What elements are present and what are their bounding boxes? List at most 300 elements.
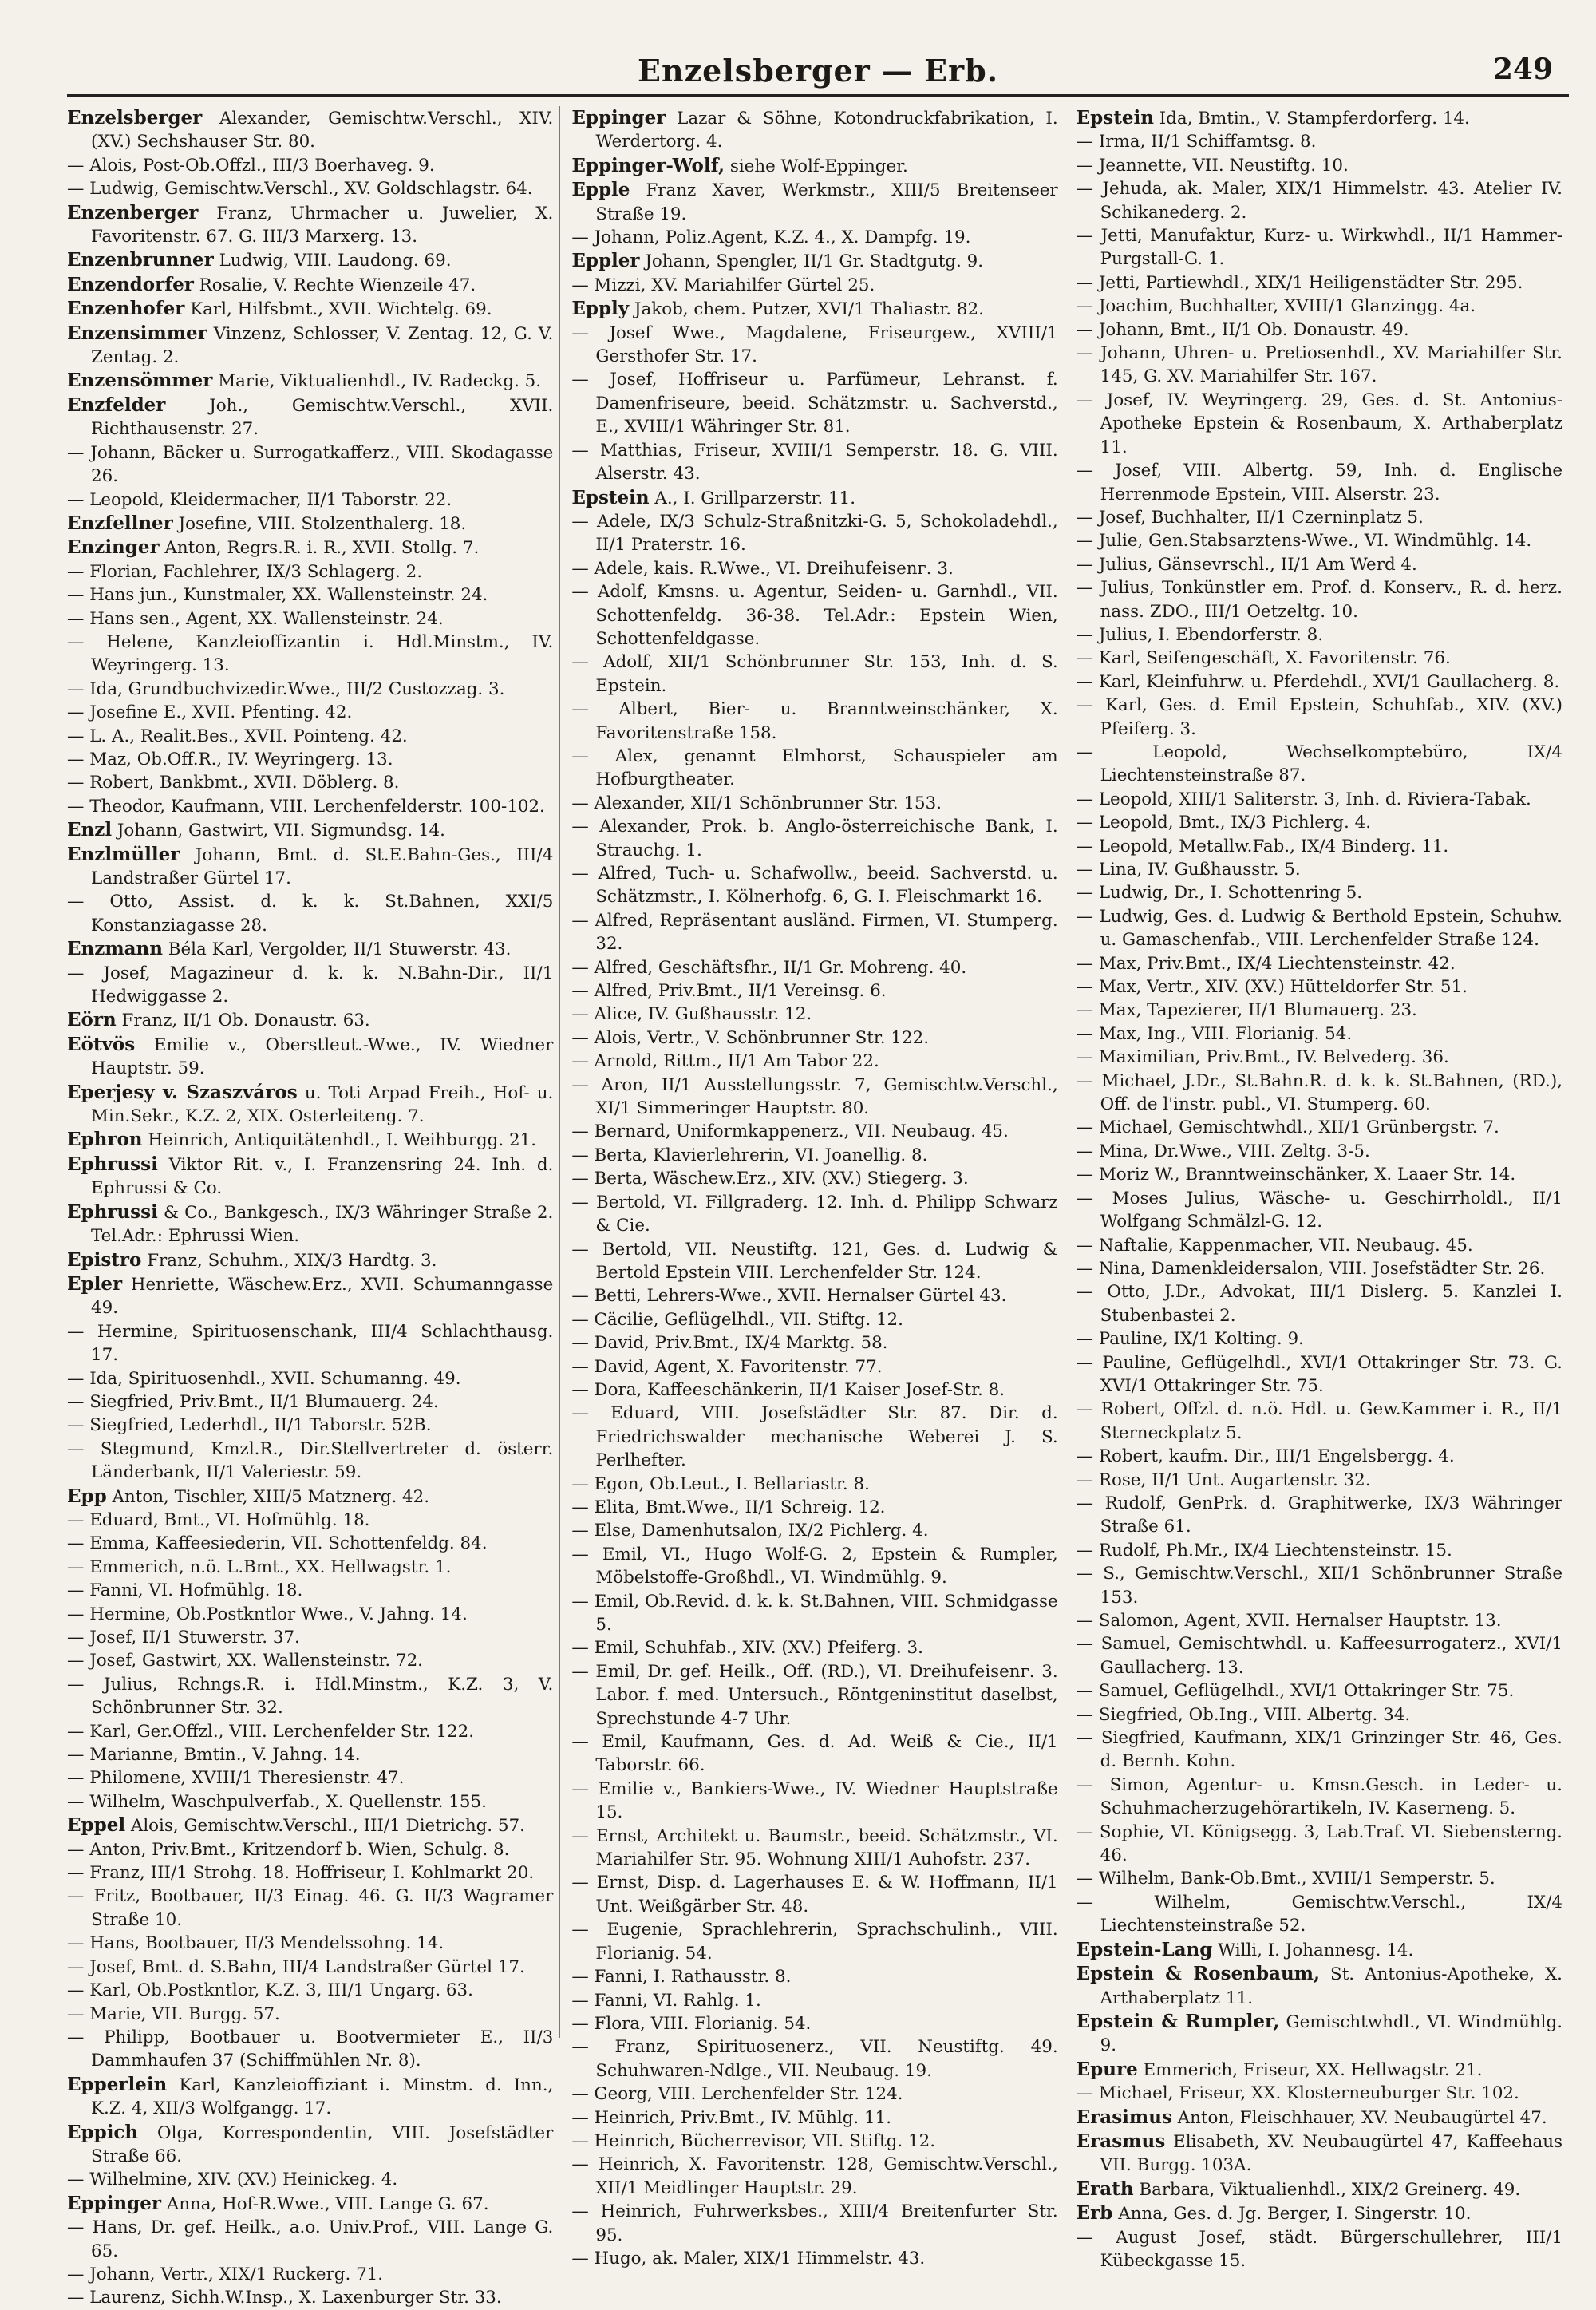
columns <box>67 106 1569 2308</box>
entry-details: — David, Agent, X. Favoritenstr. 77. <box>571 1356 883 1377</box>
entry-surname: Enzfelder <box>67 394 166 416</box>
directory-entry <box>571 439 1057 486</box>
entry-details: Henriette, Wäschew.Erz., XVII. Schumanngasse 49. <box>91 1274 554 1319</box>
directory-entry <box>1077 553 1562 576</box>
entry-details: — Maximilian, Priv.Bmt., IV. Belvederg. 36. <box>1076 1047 1449 1068</box>
entry-details: — Matthias, Friseur, XVIII/1 Semperstr. 18. G. VIII. Alserstr. 43. <box>571 440 1058 485</box>
directory-entry <box>67 273 553 297</box>
entry-surname: Epp <box>67 1485 107 1507</box>
directory-entry <box>1077 1140 1562 1163</box>
page-number: 249 <box>1492 53 1553 86</box>
entry-surname: Eppinger-Wolf, <box>571 154 725 176</box>
directory-entry <box>67 631 553 678</box>
entry-details: — Betti, Lehrers-Wwe., XVII. Hernalser Gürtel 43. <box>571 1286 1007 1307</box>
directory-entry <box>67 1367 553 1390</box>
entry-details: Anton, Tischler, XIII/5 Matznerg. 42. <box>106 1486 430 1507</box>
directory-entry <box>571 1402 1057 1472</box>
entry-details: Ludwig, VIII. Laudong. 69. <box>213 251 452 271</box>
directory-entry <box>571 2035 1057 2083</box>
directory-entry <box>1077 1257 1562 1280</box>
entry-details: — Adolf, Kmsns. u. Agentur, Seiden- u. Garnhdl., VII. Schottenfeldg. 36-38. Tel.Adr.: Epstein Wien, Schottenfeldgasse. <box>571 582 1058 649</box>
directory-entry <box>67 2168 553 2191</box>
entry-details: — Leopold, Bmt., IX/3 Pichlerg. 4. <box>1076 813 1371 833</box>
directory-entry <box>67 1649 553 1672</box>
entry-details: Lazar & Söhne, Kotondruckfabrikation, I. Werdertorg. 4. <box>595 109 1058 152</box>
directory-entry <box>1077 2082 1562 2105</box>
directory-entry <box>571 486 1057 510</box>
directory-entry <box>571 1590 1057 1637</box>
directory-entry <box>67 1603 553 1626</box>
directory-entry <box>1077 1398 1562 1445</box>
entry-details: — Stegmund, Kmzl.R., Dir.Stellvertreter d. österr. Länderbank, II/1 Valeriestr. 59. <box>67 1438 554 1483</box>
entry-details: — Hermine, Ob.Postkntlor Wwe., V. Jahng. 14. <box>67 1604 468 1624</box>
directory-entry <box>571 1331 1057 1355</box>
directory-entry <box>67 1626 553 1649</box>
directory-entry <box>67 2216 553 2263</box>
directory-entry <box>1077 1679 1562 1703</box>
entry-surname: Erath <box>1076 2177 1134 2200</box>
entry-details: Olga, Korrespondentin, VIII. Josefstädter Straße 66. <box>91 2122 554 2166</box>
directory-entry <box>67 2192 553 2216</box>
directory-entry <box>571 106 1057 154</box>
entry-details: Alexander, Gemischtw.Verschl., XIV. (XV.) Sechshauser Str. 80. <box>91 109 554 152</box>
directory-entry <box>1077 999 1562 1022</box>
entry-details: — Michael, J.Dr., St.Bahn.R. d. k. k. St.Bahnen, (RD.), Off. de l'instr. publ., VI. Stumperg. 60. <box>1076 1070 1562 1115</box>
directory-entry <box>571 1989 1057 2012</box>
entry-details: — Cäcilie, Geflügelhdl., VII. Stiftg. 12. <box>571 1309 903 1330</box>
entry-details: — Ida, Grundbuchvizedir.Wwe., III/2 Custozzag. 3. <box>67 678 505 699</box>
entry-details: — Alois, Post-Ob.Offzl., III/3 Boerhaveg. 9. <box>67 155 435 176</box>
directory-entry <box>67 1579 553 1602</box>
directory-entry <box>1077 1022 1562 1046</box>
entry-details: — Rose, II/1 Unt. Augartenstr. 32. <box>1076 1469 1371 1490</box>
entry-details: — Marie, VII. Burgg. 57. <box>67 2003 280 2024</box>
directory-entry <box>571 2083 1057 2106</box>
entry-details: Marie, Viktualienhdl., IV. Radeckg. 5. <box>212 371 542 392</box>
entry-surname: Enzenberger <box>67 201 199 223</box>
entry-details: — Franz, Spirituosenerz., VII. Neustiftg. 49. Schuhwaren-Ndlge., VII. Neubaug. 19. <box>571 2037 1058 2081</box>
entry-details: — Adele, IX/3 Schulz-Straßnitzki-G. 5, Schokoladehdl., II/1 Praterstr. 16. <box>571 511 1058 556</box>
entry-details: — Arnold, Rittm., II/1 Am Tabor 22. <box>571 1051 879 1072</box>
entry-details: — Michael, Friseur, XX. Klosterneuburger Str. 102. <box>1076 2083 1519 2104</box>
entry-details: — Hans sen., Agent, XX. Wallensteinstr. 24. <box>67 608 444 629</box>
entry-details: Anton, Fleischhauer, XV. Neubaugürtel 47. <box>1171 2107 1547 2128</box>
directory-entry <box>571 979 1057 1003</box>
entry-details: — Karl, Seifengeschäft, X. Favoritenstr. 76. <box>1076 648 1451 669</box>
entry-details: — Hermine, Spirituosenschank, III/4 Schlachthausg. 17. <box>67 1321 554 1366</box>
entry-details: — Simon, Agentur- u. Kmsn.Gesch. in Leder- u. Schuhmacherzugehörartikeln, IV. Kaserneng. 5. <box>1076 1774 1562 1819</box>
directory-entry <box>67 607 553 631</box>
directory-entry <box>1077 788 1562 811</box>
directory-entry <box>67 1979 553 2002</box>
directory-entry <box>1077 952 1562 975</box>
entry-surname: Eppinger <box>67 2192 161 2214</box>
entry-details: — Florian, Fachlehrer, IX/3 Schlagerg. 2. <box>67 561 423 582</box>
entry-details: — Eugenie, Sprachlehrerin, Sprachschulinh., VIII. Florianig. 54. <box>571 1920 1058 1964</box>
entry-details: & Co., Bankgesch., IX/3 Währinger Straße 2. Tel.Adr.: Ephrussi Wien. <box>91 1202 554 1247</box>
directory-entry <box>67 106 553 154</box>
entry-details: — Philipp, Bootbauer u. Bootvermieter E., II/3 Dammhaufen 37 (Schiffmühlen Nr. 8). <box>67 2027 554 2071</box>
directory-entry <box>1077 459 1562 506</box>
directory-entry <box>1077 835 1562 858</box>
entry-details: — Marianne, Bmtin., V. Jahng. 14. <box>67 1745 361 1766</box>
directory-entry <box>67 154 553 177</box>
directory-entry <box>571 1473 1057 1496</box>
entry-details: — Rudolf, Ph.Mr., IX/4 Liechtensteinstr. 15. <box>1076 1540 1452 1560</box>
entry-details: — Philomene, XVIII/1 Theresienstr. 47. <box>67 1768 405 1789</box>
entry-surname: Epistro <box>67 1248 142 1271</box>
entry-details: — Josef, Bmt. d. S.Bahn, III/4 Landstraßer Gürtel 17. <box>67 1956 525 1977</box>
directory-entry <box>67 583 553 607</box>
directory-entry <box>1077 1492 1562 1539</box>
directory-entry <box>1077 1867 1562 1890</box>
entry-surname: Eppinger <box>571 107 666 129</box>
entry-details: — S., Gemischtw.Verschl., XII/1 Schönbrunner Straße 153. <box>1076 1564 1562 1608</box>
directory-entry <box>1077 295 1562 318</box>
directory-entry <box>571 1120 1057 1143</box>
directory-entry <box>67 1200 553 1248</box>
entry-details: — Else, Damenhutsalon, IX/2 Pichlerg. 4. <box>571 1521 929 1541</box>
directory-entry <box>571 1918 1057 1965</box>
entry-details: St. Antonius-Apotheke, X. Arthaberplatz 11. <box>1100 1964 1562 2008</box>
entry-surname: Erasmus <box>1076 2130 1166 2152</box>
directory-entry <box>67 2003 553 2026</box>
entry-details: — Josefine E., XVII. Pfenting. 42. <box>67 702 353 723</box>
entry-details: Anna, Hof-R.Wwe., VIII. Lange G. 67. <box>161 2193 489 2214</box>
entry-details: — Flora, VIII. Florianig. 54. <box>571 2013 812 2034</box>
directory-entry <box>571 1191 1057 1238</box>
directory-entry <box>571 1238 1057 1285</box>
directory-entry <box>1077 529 1562 552</box>
entry-details: — Siegfried, Ob.Ing., VIII. Albertg. 34. <box>1076 1704 1411 1725</box>
entry-surname: Epure <box>1076 2058 1138 2080</box>
entry-details: — Joachim, Buchhalter, XVIII/1 Glanzingg. 4a. <box>1076 296 1476 317</box>
directory-entry <box>1077 271 1562 295</box>
entry-details: — Johann, Bäcker u. Surrogatkafferz., VIII. Skodagasse 26. <box>67 442 554 487</box>
entry-surname: Ephron <box>67 1129 143 1151</box>
entry-details: — Josef, Gastwirt, XX. Wallensteinstr. 72. <box>67 1651 423 1671</box>
directory-entry <box>571 1144 1057 1167</box>
entry-details: — Eduard, Bmt., VI. Hofmühlg. 18. <box>67 1509 370 1530</box>
directory-entry <box>571 862 1057 909</box>
entry-details: — Jetti, Manufaktur, Kurz- u. Wirkwhdl., II/1 Hammer-Purgstall-G. 1. <box>1076 226 1562 270</box>
entry-details: — Helene, Kanzleioffizantin i. Hdl.Minstm., IV. Weyringerg. 13. <box>67 631 554 676</box>
entry-details: — Ludwig, Ges. d. Ludwig & Berthold Epstein, Schuhw. u. Gamaschenfab., VIII. Lerchenfelder Straße 124. <box>1076 906 1562 951</box>
directory-entry <box>1077 576 1562 623</box>
directory-entry <box>571 745 1057 792</box>
directory-entry <box>67 1556 553 1579</box>
entry-details: — Berta, Wäschew.Erz., XIV. (XV.) Stiegerg. 3. <box>571 1169 969 1189</box>
directory-entry <box>1077 647 1562 670</box>
entry-details: — Georg, VIII. Lerchenfelder Str. 124. <box>571 2084 903 2105</box>
entry-details: — Laurenz, Sichh.W.Insp., X. Laxenburger Str. 33. <box>67 2288 502 2308</box>
entry-details: Emilie v., Oberstleut.-Wwe., IV. Wiedner Hauptstr. 59. <box>91 1034 554 1079</box>
entry-surname: Epler <box>67 1272 123 1295</box>
directory-entry <box>571 1543 1057 1590</box>
entry-details: — Ernst, Disp. d. Lagerhauses E. & W. Hoffmann, II/1 Unt. Weißgärber Str. 48. <box>571 1873 1058 1916</box>
entry-details: A., I. Grillparzerstr. 11. <box>649 488 856 508</box>
entry-details: — Emil, Dr. gef. Heilk., Off. (RD.), VI. Dreihufeisenг. 3. Labor. f. med. Untersuch., Röntgeninstitut daselbst, Sprechstunde 4-7 Uhr. <box>571 1661 1058 1729</box>
entry-details: — Alfred, Geschäftsfhr., II/1 Gr. Mohreng. 40. <box>571 957 967 978</box>
entry-details: — Emil, Kaufmann, Ges. d. Ad. Weiß & Cie., II/1 Taborstr. 66. <box>571 1732 1058 1776</box>
entry-surname: Epstein <box>1076 107 1154 129</box>
directory-entry <box>67 1814 553 1837</box>
entry-surname: Erasimus <box>1076 2106 1172 2128</box>
entry-details: — Julius, I. Ebendorferstr. 8. <box>1076 624 1324 645</box>
entry-details: — Leopold, XIII/1 Saliterstr. 3, Inh. d. Riviera-Tabak. <box>1076 789 1531 809</box>
directory-entry <box>571 1636 1057 1659</box>
entry-details: Franz, Uhrmacher u. Juwelier, X. Favoritenstr. 67. G. III/3 Marxerg. 13. <box>91 203 554 247</box>
directory-entry <box>67 725 553 748</box>
directory-entry <box>67 441 553 489</box>
directory-entry <box>67 1008 553 1032</box>
entry-surname: Eötvös <box>67 1033 136 1055</box>
entry-details: — Leopold, Wechselkomptebüro, IX/4 Liechtensteinstraße 87. <box>1076 742 1562 786</box>
directory-entry <box>1077 2201 1562 2225</box>
entry-surname: Enzenhofer <box>67 298 185 320</box>
directory-entry <box>1077 1774 1562 1821</box>
directory-entry <box>67 1153 553 1200</box>
entry-surname: Erb <box>1076 2202 1113 2225</box>
entry-details: — Dora, Kaffeeschänkerin, II/1 Kaiser Josef-Str. 8. <box>571 1379 1005 1400</box>
entry-details: — Wilhelm, Gemischtw.Verschl., IX/4 Liechtensteinstraße 52. <box>1076 1892 1562 1936</box>
directory-entry <box>571 651 1057 698</box>
directory-entry <box>1077 2106 1562 2130</box>
directory-entry <box>1077 506 1562 529</box>
entry-details: — Max, Vertr., XIV. (XV.) Hütteldorfer Str. 51. <box>1076 977 1468 998</box>
entry-details: — Josef, Magazineur d. k. k. N.Bahn-Dir., II/1 Hedwiggasse 2. <box>67 963 554 1007</box>
entry-details: — Ernst, Architekt u. Baumstr., beeid. Schätzmstr., VI. Mariahilfer Str. 95. Wohnung XIII/1 Auhofstr. 237. <box>571 1825 1058 1870</box>
entry-details: siehe Wolf-Eppinger. <box>725 156 908 176</box>
entry-details: Johann, Gastwirt, VII. Sigmundsg. 14. <box>112 821 445 841</box>
entry-details: — Leopold, Metallw.Fab., IX/4 Binderg. 11. <box>1076 836 1449 856</box>
directory-entry <box>1077 1234 1562 1257</box>
entry-surname: Enzensömmer <box>67 370 213 392</box>
entry-details: — Bertold, VII. Neustiftg. 121, Ges. d. Ludwig & Bertold Epstein VIII. Lerchenfelder Str. 124. <box>571 1239 1058 1283</box>
entry-details: — Michael, Gemischtwhdl., XII/1 Grünbergstr. 7. <box>1076 1117 1499 1138</box>
directory-entry <box>1077 2226 1562 2273</box>
directory-entry <box>571 815 1057 862</box>
entry-details: Alois, Gemischtw.Verschl., III/1 Dietrichg. 57. <box>125 1816 525 1837</box>
directory-entry <box>1077 1562 1562 1609</box>
entry-details: — Samuel, Geflügelhdl., XVI/1 Ottakringer Str. 75. <box>1076 1681 1515 1702</box>
directory-entry <box>67 1743 553 1766</box>
entry-details: — Samuel, Gemischtwhdl. u. Kaffeesurrogaterz., XVI/1 Gaullacherg. 13. <box>1076 1634 1562 1678</box>
entry-details: — Josef, Buchhalter, II/1 Czerninplatz 5. <box>1076 507 1424 528</box>
entry-details: — Jetti, Partiewhdl., XIX/1 Heiligenstädter Str. 295. <box>1076 272 1523 293</box>
directory-entry <box>1077 1609 1562 1632</box>
directory-entry <box>67 795 553 818</box>
entry-details: — Siegfried, Kaufmann, XIX/1 Grinzinger Str. 46, Ges. d. Bernh. Kohn. <box>1076 1728 1562 1772</box>
entry-details: Franz, II/1 Ob. Donaustr. 63. <box>116 1011 370 1031</box>
entry-details: — Emil, Ob.Revid. d. k. k. St.Bahnen, VIII. Schmidgasse 5. <box>571 1591 1058 1635</box>
directory-entry <box>67 177 553 200</box>
directory-entry <box>571 226 1057 249</box>
entry-details: — Otto, Assist. d. k. k. St.Bahnen, XXI/5 Konstanziagasse 28. <box>67 892 554 935</box>
entry-surname: Enzenbrunner <box>67 249 214 271</box>
directory-entry <box>67 1438 553 1485</box>
directory-entry <box>1077 1327 1562 1351</box>
entry-details: — Moses Julius, Wäsche- u. Geschirrholdl., II/1 Wolfgang Schmälzl-G. 12. <box>1076 1188 1562 1232</box>
directory-entry <box>1077 1469 1562 1492</box>
entry-details: — Robert, Offzl. d. n.ö. Hdl. u. Gew.Kammer i. R., II/1 Sterneckplatz 5. <box>1076 1399 1562 1443</box>
directory-entry <box>1077 342 1562 389</box>
entry-details: — Alfred, Tuch- u. Schafwollw., beeid. Sachverstd. u. Schätzmstr., I. Kölnerhofg. 6, G. I. Fleischmarkt 16. <box>571 864 1058 908</box>
entry-surname: Ephrussi <box>67 1153 158 1175</box>
directory-entry <box>67 1861 553 1885</box>
directory-entry <box>1077 177 1562 224</box>
directory-entry <box>571 956 1057 979</box>
entry-details: — Julius, Tonkünstler em. Prof. d. Konserv., R. d. herz. nass. ZDO., III/1 Oetzeltg. 10. <box>1076 578 1562 622</box>
entry-details: Joh., Gemischtw.Verschl., XVII. Richthausenstr. 27. <box>91 395 554 440</box>
directory-entry <box>1077 741 1562 788</box>
entry-details: — Maz, Ob.Off.R., IV. Weyringerg. 13. <box>67 749 393 769</box>
directory-entry <box>67 394 553 441</box>
directory-entry <box>571 2153 1057 2200</box>
directory-entry <box>571 2106 1057 2130</box>
entry-details: — Alice, IV. Gußhausstr. 12. <box>571 1004 812 1025</box>
entry-details: Anton, Regrs.R. i. R., XVII. Stollg. 7. <box>159 538 480 559</box>
entry-details: — Jehuda, ak. Maler, XIX/1 Himmelstr. 43. Atelier IV. Schikanederg. 2. <box>1076 179 1562 223</box>
directory-entry <box>1077 1351 1562 1398</box>
entry-details: — Franz, III/1 Strohg. 18. Hoffriseur, I. Kohlmarkt 20. <box>67 1863 535 1884</box>
entry-details: — Wilhelm, Waschpulverfab., X. Quellenstr. 155. <box>67 1791 487 1812</box>
entry-details: — Emil, Schuhfab., XIV. (XV.) Pfeiferg. 3. <box>571 1638 923 1659</box>
entry-details: — Max, Ing., VIII. Florianig. 54. <box>1076 1023 1353 1044</box>
entry-details: — Julie, Gen.Stabsarztens-Wwe., VI. Windmühlg. 14. <box>1076 531 1532 552</box>
entry-details: — Bertold, VI. Fillgraderg. 12. Inh. d. Philipp Schwarz & Cie. <box>571 1192 1058 1236</box>
entry-details: — Julius, Gänsevrschl., II/1 Am Werd 4. <box>1076 554 1417 575</box>
entry-details: — Ludwig, Dr., I. Schottenring 5. <box>1076 883 1363 904</box>
entry-surname: Epstein & Rumpler, <box>1076 2010 1280 2032</box>
directory-entry <box>67 2073 553 2121</box>
directory-entry <box>571 1355 1057 1378</box>
entry-surname: Enzensimmer <box>67 322 207 344</box>
directory-entry <box>571 1519 1057 1542</box>
directory-entry <box>67 1790 553 1814</box>
directory-entry <box>1077 670 1562 694</box>
entry-surname: Eperjesy v. Szaszváros <box>67 1081 298 1103</box>
directory-entry <box>1077 1539 1562 1562</box>
entry-details: — Josef, IV. Weyringerg. 29, Ges. d. St. Antonius-Apotheke Epstein & Rosenbaum, X. Arthaberplatz 11. <box>1076 390 1562 457</box>
entry-details: — Karl, Ger.Offzl., VIII. Lerchenfelder Str. 122. <box>67 1721 475 1742</box>
entry-surname: Eppler <box>571 250 640 272</box>
entry-details: — Pauline, IX/1 Kolting. 9. <box>1076 1329 1304 1350</box>
directory-entry <box>67 536 553 560</box>
directory-entry <box>571 792 1057 815</box>
entry-details: — Josef, VIII. Albertg. 59, Inh. d. Englische Herrenmode Epstein, VIII. Alserstr. 23. <box>1076 461 1562 504</box>
entry-details: — August Josef, städt. Bürgerschullehrer, III/1 Kübeckgasse 15. <box>1076 2227 1562 2271</box>
entry-details: — Heinrich, Priv.Bmt., IV. Mühlg. 11. <box>571 2107 892 2128</box>
directory-entry <box>1077 1727 1562 1774</box>
entry-details: — Ida, Spirituosenhdl., XVII. Schumanng. 49. <box>67 1368 461 1389</box>
entry-details: — Johann, Bmt., II/1 Ob. Donaustr. 49. <box>1076 319 1409 340</box>
entry-details: — L. A., Realit.Bes., XVII. Pointeng. 42. <box>67 726 408 746</box>
directory-entry <box>1077 106 1562 130</box>
entry-details: Ida, Bmtin., V. Stampferdorferg. 14. <box>1153 109 1470 129</box>
entry-details: — Sophie, VI. Königsegg. 3, Lab.Traf. VI. Siebensterng. 46. <box>1076 1821 1562 1866</box>
entry-details: — Hans, Dr. gef. Heilk., a.o. Univ.Prof., VIII. Lange G. 65. <box>67 2217 554 2261</box>
entry-surname: Enzfellner <box>67 512 173 534</box>
directory-entry <box>1077 623 1562 647</box>
directory-entry <box>1077 694 1562 741</box>
directory-entry <box>1077 1445 1562 1468</box>
directory-entry <box>571 274 1057 297</box>
directory-entry <box>67 1390 553 1414</box>
directory-entry <box>1077 1938 1562 1962</box>
entry-details: — Irma, II/1 Schiffamtsg. 8. <box>1076 132 1317 152</box>
entry-details: — Fanni, VI. Hofmühlg. 18. <box>67 1580 303 1601</box>
entry-details: Jakob, chem. Putzer, XVI/1 Thaliastr. 82. <box>629 299 984 320</box>
entry-details: — Alfred, Repräsentant ausländ. Firmen, VI. Stumperg. 32. <box>571 910 1058 955</box>
directory-entry <box>67 297 553 321</box>
entry-details: — Leopold, Kleidermacher, II/1 Taborstr. 22. <box>67 489 452 510</box>
directory-entry <box>67 1414 553 1437</box>
entry-details: Viktor Rit. v., I. Franzensring 24. Inh. d. Ephrussi & Co. <box>91 1154 554 1199</box>
directory-entry <box>571 2247 1057 2270</box>
directory-entry <box>571 580 1057 651</box>
entry-surname: Enzmann <box>67 938 163 960</box>
entry-details: — Alexander, XII/1 Schönbrunner Str. 153. <box>571 793 942 813</box>
entry-details: — Emma, Kaffeesiederin, VII. Schottenfeldg. 84. <box>67 1533 488 1554</box>
directory-entry <box>67 1885 553 1932</box>
entry-details: — Karl, Kleinfuhrw. u. Pferdehdl., XVI/1 Gaullacherg. 8. <box>1076 671 1560 692</box>
directory-entry <box>1077 1632 1562 1679</box>
directory-entry <box>571 1167 1057 1190</box>
directory-entry <box>67 2026 553 2073</box>
entry-details: — Julius, Rchngs.R. i. Hdl.Minstm., K.Z. 3, V. Schönbrunner Str. 32. <box>67 1674 554 1719</box>
directory-entry <box>67 369 553 393</box>
directory-entry <box>1077 1116 1562 1139</box>
entry-details: — Moriz W., Branntweinschänker, X. Laaer Str. 14. <box>1076 1165 1516 1185</box>
directory-entry <box>67 1932 553 1955</box>
entry-details: Vinzenz, Schlosser, V. Zentag. 12, G. V. Zentag. 2. <box>91 323 554 368</box>
entry-details: — Salomon, Agent, XVII. Hernalser Hauptstr. 13. <box>1076 1611 1502 1631</box>
entry-details: — Alexander, Prok. b. Anglo-österreichische Bank, I. Strauchg. 1. <box>571 817 1058 860</box>
entry-details: Anna, Ges. d. Jg. Berger, I. Singerstr. 10. <box>1112 2204 1472 2225</box>
directory-entry <box>67 2121 553 2169</box>
directory-entry <box>571 1284 1057 1307</box>
entry-details: — Elita, Bmt.Wwe., II/1 Schreig. 12. <box>571 1497 886 1517</box>
directory-entry <box>571 510 1057 557</box>
entry-details: — Johann, Uhren- u. Pretiosenhdl., XV. Mariahilfer Str. 145, G. XV. Mariahilfer Str. 167. <box>1076 343 1562 387</box>
entry-details: — Mizzi, XV. Mariahilfer Gürtel 25. <box>571 275 875 295</box>
entry-details: — Siegfried, Priv.Bmt., II/1 Blumauerg. 24. <box>67 1391 439 1412</box>
directory-entry <box>571 297 1057 321</box>
entry-details: Josefine, VIII. Stolzenthalerg. 18. <box>172 513 467 534</box>
entry-details: — Nina, Damenkleidersalon, VIII. Josefstädter Str. 26. <box>1076 1258 1546 1279</box>
directory-entry <box>67 512 553 536</box>
directory-entry <box>571 557 1057 580</box>
directory-entry <box>67 1766 553 1790</box>
entry-details: — Siegfried, Lederhdl., II/1 Taborstr. 52B. <box>67 1415 432 1436</box>
entry-details: Barbara, Viktualienhdl., XIX/2 Greinerg. 49. <box>1133 2179 1521 2200</box>
entry-details: Johann, Spengler, II/1 Gr. Stadtgutg. 9. <box>639 251 984 272</box>
entry-details: — Berta, Klavierlehrerin, VI. Joanellig. 8. <box>571 1145 928 1165</box>
entry-details: — Alex, genannt Elmhorst, Schauspieler am Hofburgtheater. <box>571 746 1058 790</box>
directory-entry <box>67 1673 553 1720</box>
directory-entry <box>67 962 553 1009</box>
directory-entry <box>67 937 553 961</box>
entry-details: — Lina, IV. Gußhausstr. 5. <box>1076 860 1301 880</box>
directory-entry <box>67 701 553 724</box>
directory-entry <box>571 1003 1057 1026</box>
entry-details: — Emil, VI., Hugo Wolf-G. 2, Epstein & Rumpler, Möbelstoffe-Großhdl., VI. Windmühlg. 9. <box>571 1544 1058 1588</box>
directory-entry <box>67 1485 553 1509</box>
entry-details: — Albert, Bier- u. Branntweinschänker, X. Favoritenstraße 158. <box>571 699 1058 743</box>
entry-details: — Rudolf, GenPrk. d. Graphitwerke, IX/3 Währinger Straße 61. <box>1076 1493 1562 1537</box>
entry-details: — Fanni, VI. Rahlg. 1. <box>571 1990 761 2011</box>
